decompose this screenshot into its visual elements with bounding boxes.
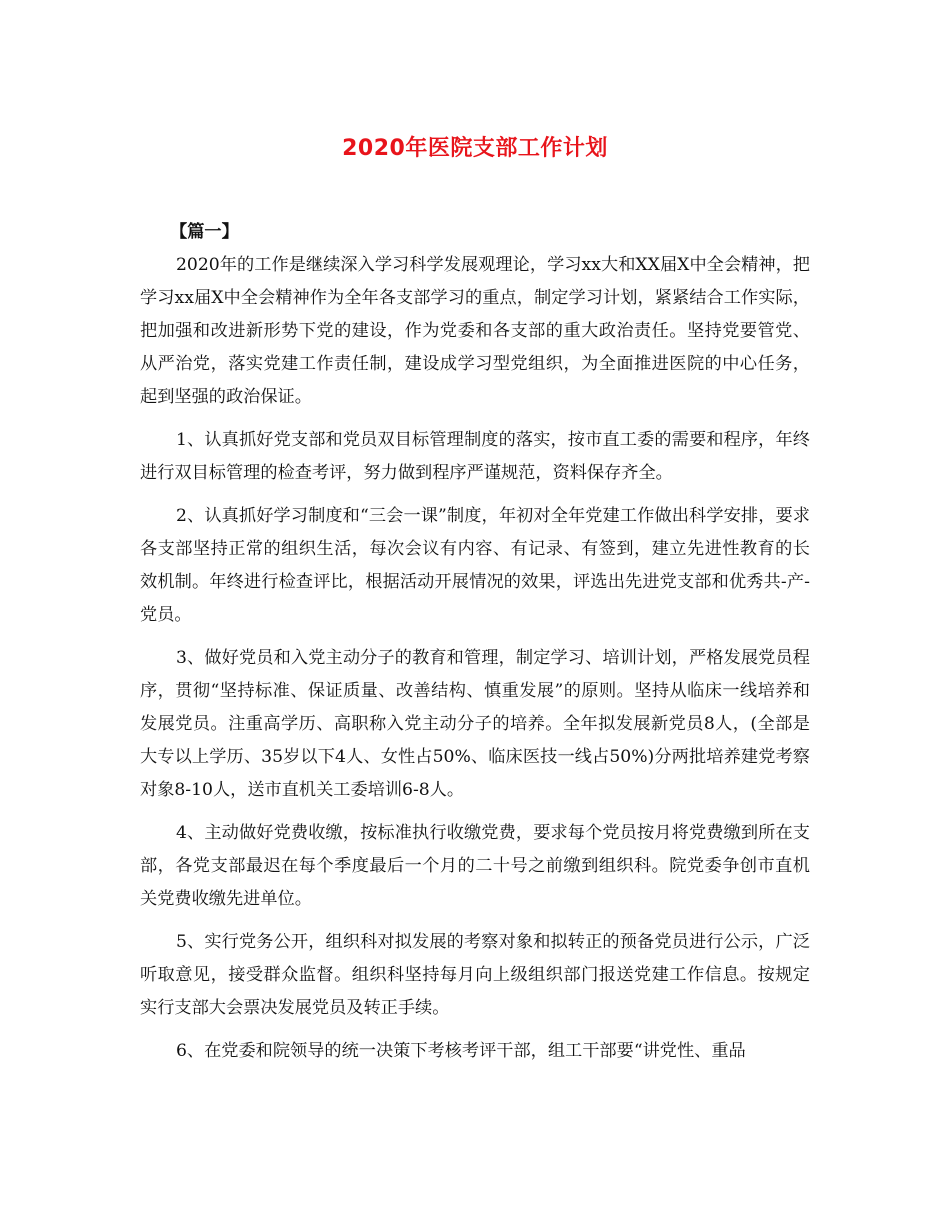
- section-heading: 【篇一】: [170, 222, 239, 242]
- paragraph-item-1: 1、认真抓好党支部和党员双目标管理制度的落实，按市直工委的需要和程序，年终进行双目标管理的检查考评，努力做到程序严谨规范，资料保存齐全。: [140, 430, 810, 483]
- paragraph-intro: 2020年的工作是继续深入学习科学发展观理论，学习xx大和XX届X中全会精神，把学习xx届X中全会精神作为全年各支部学习的重点，制定学习计划，紧紧结合工作实际，把加强和改进新形势下党的建设，作为党委和各支部的重大政治责任。坚持党要管党、从严治党，落实党建工作责任制，建设成学习型党组织，为全面推进医院的中心任务，起到坚强的政治保证。: [140, 255, 810, 407]
- document-title: 2020年医院支部工作计划: [342, 136, 608, 161]
- paragraph-item-3: 3、做好党员和入党主动分子的教育和管理，制定学习、培训计划，严格发展党员程序，贯彻“坚持标准、保证质量、改善结构、慎重发展”的原则。坚持从临床一线培养和发展党员。注重高学历、高职称入党主动分子的培养。全年拟发展新党员8人，(全部是大专以上学历、35岁以下4人、女性占50%、临床医技一线占50%)分两批培养建党考察对象8-10人，送市直机关工委培训6-8人。: [140, 648, 810, 800]
- paragraph-item-4: 4、主动做好党费收缴，按标准执行收缴党费，要求每个党员按月将党费缴到所在支部，各党支部最迟在每个季度最后一个月的二十号之前缴到组织科。院党委争创市直机关党费收缴先进单位。: [140, 823, 810, 909]
- paragraph-item-5: 5、实行党务公开，组织科对拟发展的考察对象和拟转正的预备党员进行公示，广泛听取意见，接受群众监督。组织科坚持每月向上级组织部门报送党建工作信息。按规定实行支部大会票决发展党员及转正手续。: [140, 932, 810, 1018]
- document-body: [140, 216, 810, 1078]
- paragraph-item-2: 2、认真抓好学习制度和“三会一课”制度，年初对全年党建工作做出科学安排，要求各支部坚持正常的组织生活，每次会议有内容、有记录、有签到，建立先进性教育的长效机制。年终进行检查评比，根据活动开展情况的效果，评选出先进党支部和优秀共-产-党员。: [140, 506, 810, 625]
- paragraph-item-6: 6、在党委和院领导的统一决策下考核考评干部，组工干部要“讲党性、重品: [176, 1041, 746, 1061]
